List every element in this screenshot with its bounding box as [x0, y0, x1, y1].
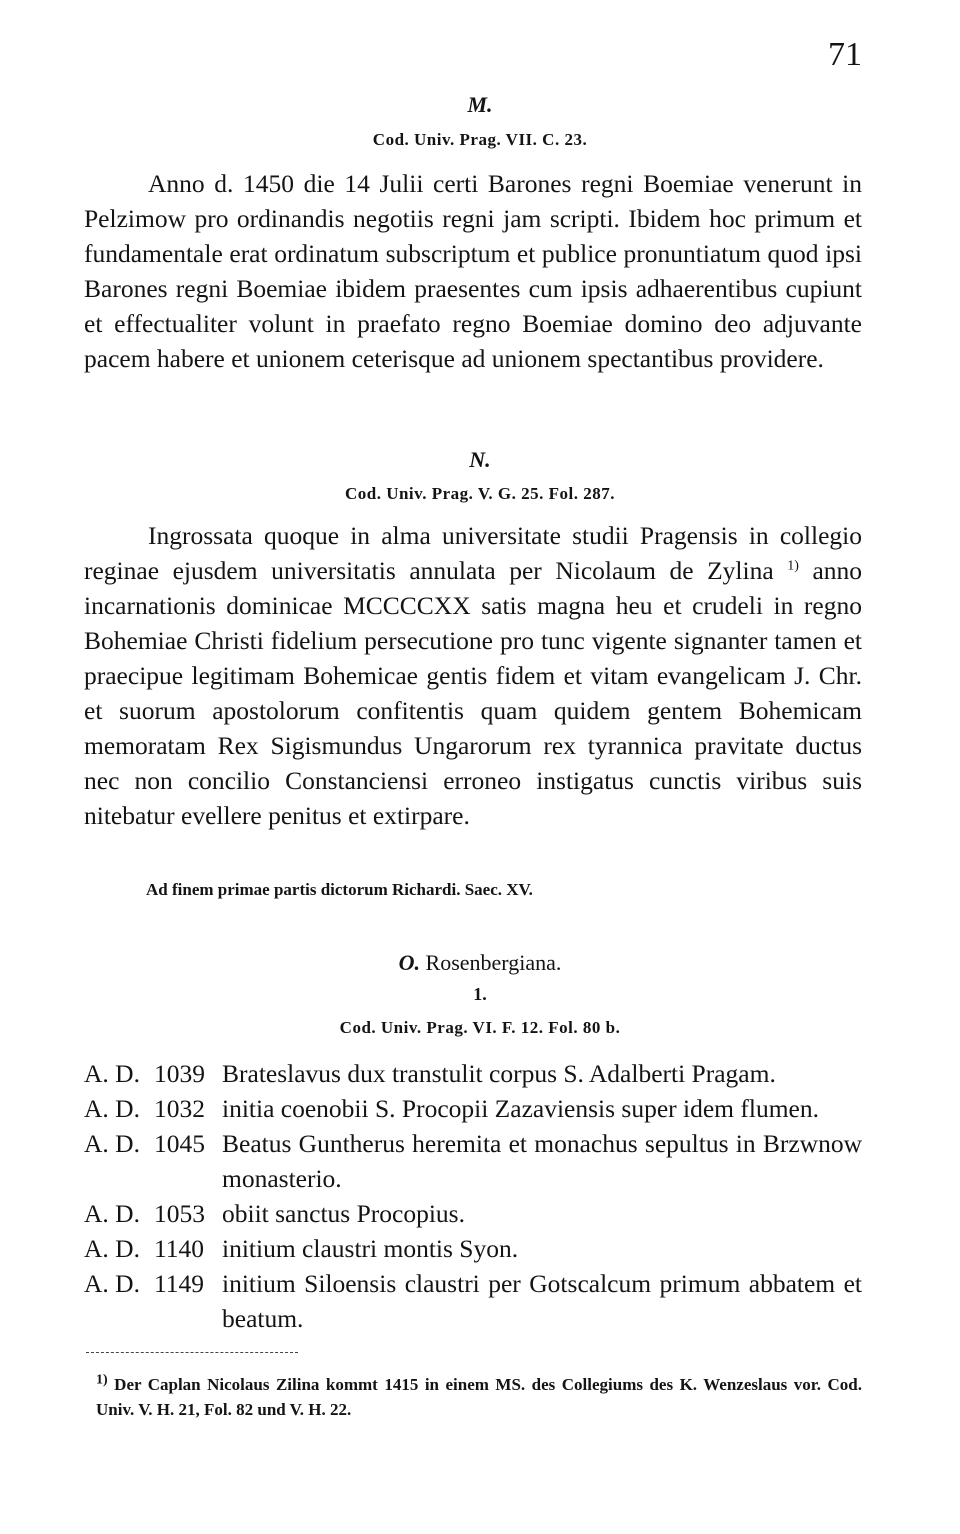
section-m-source: Cod. Univ. Prag. VII. C. 23. — [372, 130, 588, 149]
section-o-heading — [0, 950, 960, 976]
annal-year: 1032 — [154, 1094, 205, 1123]
annal-text: initium Siloensis claustri per Gotscalcum primum abbatem et beatum. — [222, 1269, 862, 1333]
annal-text: Brateslavus dux transtulit corpus S. Adalberti Pragam. — [222, 1059, 776, 1088]
footnote-divider — [86, 1352, 298, 1353]
annal-entry — [84, 1056, 862, 1091]
annal-entry — [84, 1091, 862, 1126]
footnote — [96, 1372, 862, 1422]
annal-year: 1039 — [154, 1059, 205, 1088]
section-n-closing-note: Ad finem primae partis dictorum Richardi. Saec. XV. — [146, 880, 533, 899]
section-m-letter: M. — [467, 92, 493, 117]
annal-text: Beatus Guntherus heremita et monachus sepultus in Brzwnow monasterio. — [222, 1129, 862, 1193]
section-m-paragraph — [84, 166, 862, 376]
annals-list — [84, 1056, 862, 1336]
section-o-source: Cod. Univ. Prag. VI. F. 12. Fol. 80 b. — [339, 1018, 621, 1037]
annal-text: obiit sanctus Procopius. — [222, 1199, 465, 1228]
section-n-paragraph — [84, 518, 862, 833]
section-o-title: Rosenbergiana. — [425, 950, 562, 975]
section-n-text-part2: anno incarnationis dominicae MCCCCXX satis magna heu et crudeli in regno Bohemiae Christi fidelium persecutione pro tunc vigente signanter tamen et praecipue legitimam Bohemicae gentis fidem et vitam evangelicam J. Chr. et suorum apostolorum confitentis quam quidem gentem Bohemicam memoratam Rex Sigismundus Ungarorum rex tyrannica pravitate ductus nec non concilio Constanciensi erroneo instigatus cunctis viribus suis nitebatur evellere penitus et extirpare. — [84, 556, 863, 830]
section-o-number: 1. — [473, 984, 487, 1004]
annal-ad: A. D. — [84, 1059, 140, 1088]
section-n-text-part1: Ingrossata quoque in alma universitate studii Pragensis in collegio reginae ejusdem universitatis annulata per Nicolaum de Zylina — [84, 521, 862, 585]
annal-year: 1149 — [154, 1269, 205, 1298]
annal-entry — [84, 1196, 862, 1231]
annal-year: 1045 — [154, 1129, 205, 1158]
section-n-source: Cod. Univ. Prag. V. G. 25. Fol. 287. — [344, 484, 616, 503]
section-m-text: Anno d. 1450 die 14 Julii certi Barones regni Boemiae venerunt in Pelzimow pro ordinandis negotiis regni jam scripti. Ibidem hoc primum et fundamentale erat ordinatum subscriptum et publice pronuntiatum quod ipsi Barones regni Boemiae ibidem praesentes cum ipsis adhaerentibus cupiunt et effectualiter volunt in praefato regno Boemiae domino deo adjuvante pacem habere et unionem ceterisque ad unionem spectantibus providere. — [84, 169, 862, 373]
annal-year: 1053 — [154, 1199, 205, 1228]
footnote-marker: 1) — [96, 1372, 108, 1388]
page-number: 71 — [828, 36, 862, 73]
annal-entry — [84, 1231, 862, 1266]
annal-ad: A. D. — [84, 1199, 140, 1228]
footnote-text: Der Caplan Nicolaus Zilina kommt 1415 in einem MS. des Collegiums des K. Wenzeslaus vor. Cod. Univ. V. H. 21, Fol. 82 und V. H. 22. — [96, 1375, 862, 1419]
annal-ad: A. D. — [84, 1269, 140, 1298]
footnote-reference: 1) — [787, 558, 799, 574]
annal-entry — [84, 1126, 862, 1196]
section-o-letter: O. — [398, 950, 421, 975]
annal-ad: A. D. — [84, 1094, 140, 1123]
annal-year: 1140 — [154, 1234, 205, 1263]
annal-entry — [84, 1266, 862, 1336]
section-n-letter: N. — [469, 447, 491, 472]
annal-text: initium claustri montis Syon. — [222, 1234, 519, 1263]
annal-ad: A. D. — [84, 1234, 140, 1263]
annal-ad: A. D. — [84, 1129, 140, 1158]
annal-text: initia coenobii S. Procopii Zazaviensis super idem flumen. — [222, 1094, 819, 1123]
